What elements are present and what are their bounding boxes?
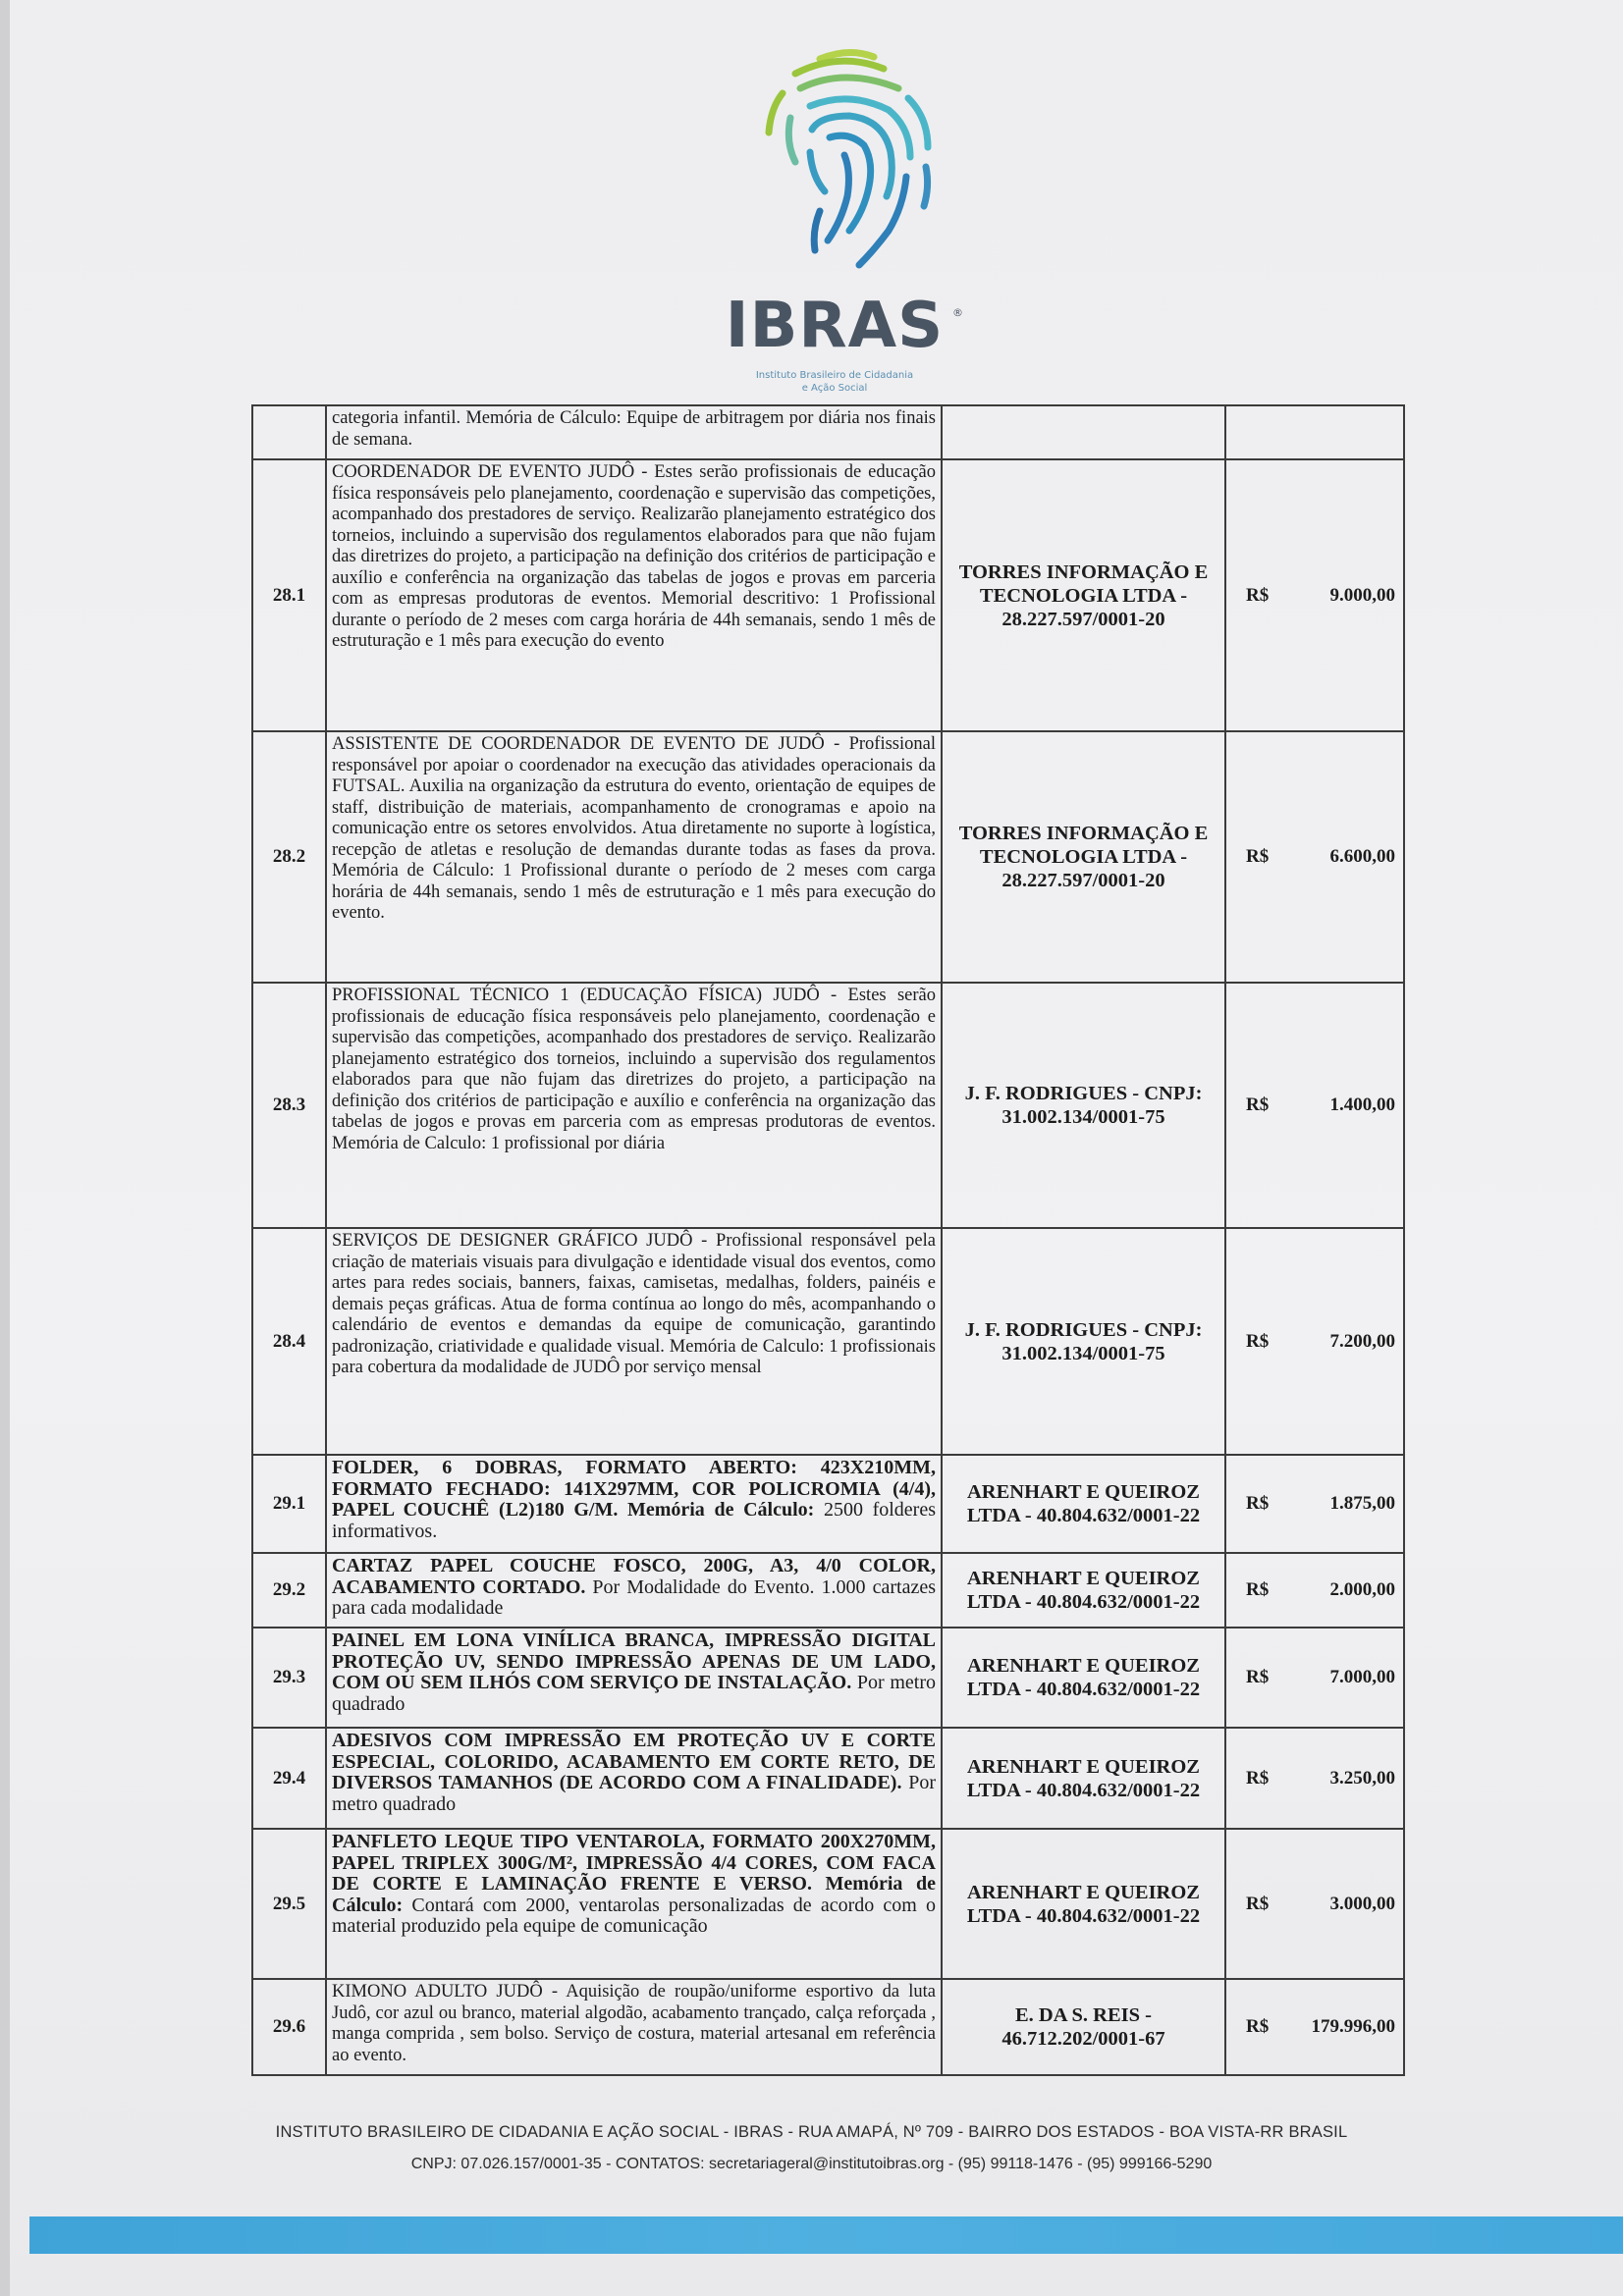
item-description-bold: FOLDER, 6 DOBRAS, FORMATO ABERTO: 423X210MM, FORMATO FECHADO: 141X297MM, COR POLICROMIA (4/4), PAPEL COUCHÊ (L2)180 G/M. Memória de Cálculo: — [332, 1457, 936, 1521]
item-description: categoria infantil. Memória de Cálculo: Equipe de arbitragem por diária nos finais de semana. — [326, 405, 942, 459]
table-row — [252, 983, 1404, 1228]
item-vendor — [942, 405, 1225, 459]
table-row — [252, 1553, 1404, 1628]
footer-address: INSTITUTO BRASILEIRO DE CIDADANIA E AÇÃO SOCIAL - IBRAS - RUA AMAPÁ, Nº 709 - BAIRRO DOS ESTADOS - BOA VISTA-RR BRASIL — [275, 2123, 1348, 2141]
item-number: 28.3 — [252, 983, 326, 1228]
table-row — [252, 459, 1404, 731]
logo-subtitle-line1: Instituto Brasileiro de Cidadania — [755, 370, 914, 381]
logo-subtitle-line2: e Ação Social — [801, 383, 868, 394]
item-value-cell — [1225, 1628, 1404, 1728]
item-vendor: ARENHART E QUEIROZ LTDA - 40.804.632/0001-22 — [942, 1829, 1225, 1979]
item-description — [326, 1628, 942, 1728]
item-value: 9.000,00 — [1329, 584, 1395, 606]
logo-wordmark: IBRAS — [725, 290, 945, 362]
item-number: 29.2 — [252, 1553, 326, 1628]
item-vendor: TORRES INFORMAÇÃO E TECNOLOGIA LTDA - 28.227.597/0001-20 — [942, 731, 1225, 983]
item-value-cell — [1225, 1979, 1404, 2075]
item-value: 6.600,00 — [1329, 846, 1395, 867]
item-value: 1.875,00 — [1329, 1493, 1395, 1514]
item-description — [326, 1829, 942, 1979]
currency-symbol: R$ — [1246, 1095, 1270, 1115]
table-row — [252, 1829, 1404, 1979]
item-description: SERVIÇOS DE DESIGNER GRÁFICO JUDÔ - Profissional responsável pela criação de materiais visuais para divulgação e identidade visual dos eventos, como artes para redes sociais, banners, faixas, camisetas, medalhas, folders, painéis e demais peças gráficas. Atua de forma contínua ao longo do mês, acompanhando o calendário de eventos e demandas da equipe de comunicação, garantindo padronização, criatividade e qualidade visual. Memória de Calculo: 1 profissionais para cobertura da modalidade de JUDÔ por serviço mensal — [326, 1228, 942, 1455]
item-value-cell — [1225, 1829, 1404, 1979]
currency-symbol: R$ — [1246, 584, 1270, 606]
item-value-cell — [1225, 983, 1404, 1228]
item-number: 29.6 — [252, 1979, 326, 2075]
item-description-bold: ADESIVOS COM IMPRESSÃO EM PROTEÇÃO UV E CORTE ESPECIAL, COLORIDO, ACABAMENTO EM CORTE RETO, DE DIVERSOS TAMANHOS (DE ACORDO COM A FINALIDADE). — [332, 1730, 936, 1793]
currency-symbol: R$ — [1246, 846, 1270, 867]
item-description-plain: 2500 folderes informativos. — [332, 1499, 937, 1542]
table-row — [252, 405, 1404, 459]
item-vendor: ARENHART E QUEIROZ LTDA - 40.804.632/0001-22 — [942, 1455, 1225, 1553]
footer-color-band — [29, 2216, 1623, 2254]
item-number: 28.4 — [252, 1228, 326, 1455]
currency-symbol: R$ — [1246, 2016, 1270, 2037]
currency-symbol: R$ — [1246, 1493, 1270, 1514]
item-value: 7.200,00 — [1329, 1330, 1395, 1352]
item-number: 29.4 — [252, 1728, 326, 1829]
item-value: 179.996,00 — [1311, 2016, 1395, 2037]
item-number: 28.1 — [252, 459, 326, 731]
item-description: PROFISSIONAL TÉCNICO 1 (EDUCAÇÃO FÍSICA) JUDÔ - Estes serão profissionais de educação física responsáveis pelo planejamento, coordenação e supervisão das competições, acompanhado dos prestadores de serviço. Realizarão planejamento estratégico dos torneios, incluindo a supervisão dos regulamentos elaborados para que não fujam das diretrizes do projeto, a participação na definição dos critérios de participação e auxílio e conferência na organização das tabelas de jogos e provas em parceria com as empresas produtoras de eventos. Memória de Calculo: 1 profissional por diária — [326, 983, 942, 1228]
item-description — [326, 1455, 942, 1553]
item-description-bold: PANFLETO LEQUE TIPO VENTAROLA, FORMATO 200X270MM, PAPEL TRIPLEX 300G/M², IMPRESSÃO 4/4 CORES, COM FACA DE CORTE E LAMINAÇÃO FRENTE E VERSO. Memória de Cálculo: — [332, 1831, 936, 1916]
item-description-plain: Contará com 2000, ventarolas personalizadas de acordo com o material produzido pela equipe de comunicação — [332, 1894, 936, 1937]
currency-symbol: R$ — [1246, 1330, 1270, 1352]
item-vendor: J. F. RODRIGUES - CNPJ: 31.002.134/0001-75 — [942, 1228, 1225, 1455]
item-number: 29.5 — [252, 1829, 326, 1979]
currency-symbol: R$ — [1246, 1893, 1270, 1914]
item-vendor: J. F. RODRIGUES - CNPJ: 31.002.134/0001-75 — [942, 983, 1225, 1228]
item-value-cell — [1225, 1553, 1404, 1628]
table-row — [252, 731, 1404, 983]
item-description-plain: Por metro quadrado — [332, 1772, 936, 1815]
item-number: 28.2 — [252, 731, 326, 983]
item-value-cell — [1225, 1728, 1404, 1829]
item-description-bold: PAINEL EM LONA VINÍLICA BRANCA, IMPRESSÃO DIGITAL PROTEÇÃO UV, SENDO IMPRESSÃO APENAS DE UM LADO, COM OU SEM ILHÓS COM SERVIÇO DE INSTALAÇÃO. — [332, 1629, 936, 1693]
table-row — [252, 1979, 1404, 2075]
fingerprint-map-icon — [702, 39, 967, 285]
item-description: KIMONO ADULTO JUDÔ - Aquisição de roupão/uniforme esportivo da luta Judô, cor azul ou branco, material algodão, acabamento trançado, calça reforçada , manga comprida , sem bolso. Serviço de costura, material artesanal em referência ao evento. — [326, 1979, 942, 2075]
item-vendor: ARENHART E QUEIROZ LTDA - 40.804.632/0001-22 — [942, 1728, 1225, 1829]
item-vendor: TORRES INFORMAÇÃO E TECNOLOGIA LTDA - 28.227.597/0001-20 — [942, 459, 1225, 731]
item-value-cell — [1225, 731, 1404, 983]
item-description-plain: Por metro quadrado — [332, 1672, 937, 1715]
item-value-cell — [1225, 1455, 1404, 1553]
item-description: ASSISTENTE DE COORDENADOR DE EVENTO DE JUDÔ - Profissional responsável por apoiar o coordenador na execução das atividades operacionais da FUTSAL. Auxilia na organização da estrutura do evento, orientação de equipes de staff, distribuição de materiais, acompanhamento de cronogramas e apoio na comunicação entre os setores envolvidos. Atua diretamente no suporte à logística, recepção de atletas e resolução de demandas durante todas as fases da prova. Memória de Cálculo: 1 Profissional durante o período de 2 meses com carga horária de 44h semanais, sendo 1 mês de estruturação e 1 mês para execução do evento. — [326, 731, 942, 983]
item-value: 7.000,00 — [1329, 1667, 1395, 1687]
item-value: 3.000,00 — [1329, 1893, 1395, 1914]
registered-mark: ® — [952, 306, 963, 319]
currency-symbol: R$ — [1246, 1667, 1270, 1687]
item-number: 29.1 — [252, 1455, 326, 1553]
item-vendor: E. DA S. REIS - 46.712.202/0001-67 — [942, 1979, 1225, 2075]
item-description-plain: Por Modalidade do Evento. 1.000 cartazes para cada modalidade — [332, 1575, 936, 1619]
item-value: 1.400,00 — [1329, 1095, 1395, 1115]
item-description — [326, 1728, 942, 1829]
item-description: COORDENADOR DE EVENTO JUDÔ - Estes serão profissionais de educação física responsáveis pelo planejamento, coordenação e supervisão das competições, acompanhado dos prestadores de serviço. Realizarão planejamento estratégico dos torneios, incluindo a supervisão dos regulamentos elaborados para que não fujam das diretrizes do projeto, a participação na definição dos critérios de participação e auxílio e conferência na organização das tabelas de jogos e provas em parceria com as empresas produtoras de eventos. Memorial descritivo: 1 Profissional durante o período de 2 meses com carga horária de 44h semanais, sendo 1 mês de estruturação e 1 mês para execução do evento — [326, 459, 942, 731]
item-number: 29.3 — [252, 1628, 326, 1728]
item-value: 3.250,00 — [1329, 1767, 1395, 1789]
item-vendor: ARENHART E QUEIROZ LTDA - 40.804.632/0001-22 — [942, 1628, 1225, 1728]
item-value-cell — [1225, 405, 1404, 459]
item-value-cell — [1225, 1228, 1404, 1455]
item-value: 2.000,00 — [1329, 1579, 1395, 1600]
currency-symbol: R$ — [1246, 1767, 1270, 1789]
item-value-cell — [1225, 459, 1404, 731]
ibras-logo — [702, 39, 977, 394]
currency-symbol: R$ — [1246, 1579, 1270, 1600]
table-row — [252, 1728, 1404, 1829]
item-number — [252, 405, 326, 459]
logo-subtitle — [702, 369, 967, 395]
table-row — [252, 1228, 1404, 1455]
item-description-bold: CARTAZ PAPEL COUCHE FOSCO, 200G, A3, 4/0 COLOR, ACABAMENTO CORTADO. — [332, 1555, 936, 1598]
item-description — [326, 1553, 942, 1628]
items-table — [251, 404, 1405, 2076]
item-vendor: ARENHART E QUEIROZ LTDA - 40.804.632/0001-22 — [942, 1553, 1225, 1628]
table-row — [252, 1455, 1404, 1553]
table-row — [252, 1628, 1404, 1728]
scan-edge — [0, 0, 10, 2296]
footer-contacts: CNPJ: 07.026.157/0001-35 - CONTATOS: secretariageral@institutoibras.org - (95) 99118-1476 - (95) 999166-5290 — [410, 2156, 1213, 2172]
